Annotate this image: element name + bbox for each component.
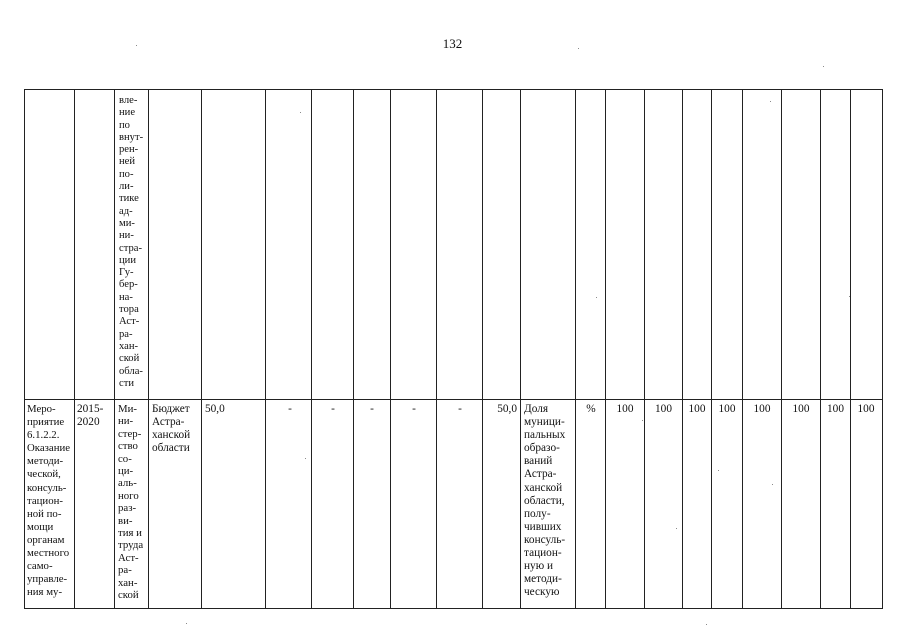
column-divider: [74, 90, 75, 608]
funding-source: Бюджет Астра- ханской области: [152, 403, 191, 455]
executor: Ми- ни- стер- ство со- ци- аль- ного раз- ви- тия и труда Аст- ра- хан- ской: [118, 403, 144, 602]
scan-speck: [642, 420, 643, 421]
scan-speck: [718, 470, 719, 471]
column-divider: [482, 90, 483, 608]
scan-speck: [823, 66, 824, 67]
column-divider: [711, 90, 712, 608]
funding-year-4: -: [412, 403, 416, 415]
column-divider: [781, 90, 782, 608]
funding-year-6: 50,0: [497, 403, 517, 415]
scan-speck: [770, 101, 771, 102]
responsible-executor-continued: вле- ние по внут- рен- ней по- ли- тике ад- ми- ни- стра- ции Гу- бер- на- тора Аст- ра- хан- ской обла- сти: [119, 95, 144, 389]
indicator-name: Доля муници- пальных образо- ваний Астра- ханской области, полу- чивших консуль- тацион- ную и методи- ческую: [524, 403, 566, 599]
column-divider: [201, 90, 202, 608]
scan-speck: [772, 484, 773, 485]
funding-total: 50,0: [205, 403, 225, 415]
indicator-value-5: 100: [753, 403, 771, 415]
indicator-value-3: 100: [688, 403, 706, 415]
measure-name: Меро- приятие 6.1.2.2. Оказание методи- ческой, консуль- тацион- ной по- мощи органам местного само- управле- ния му-: [27, 403, 71, 599]
scan-speck: [849, 296, 850, 297]
funding-year-3: -: [370, 403, 374, 415]
scan-speck: [706, 624, 707, 625]
funding-year-5: -: [458, 403, 462, 415]
indicator-value-4: 100: [718, 403, 736, 415]
column-divider: [644, 90, 645, 608]
column-divider: [605, 90, 606, 608]
column-divider: [682, 90, 683, 608]
program-measures-table: [24, 89, 883, 609]
column-divider: [353, 90, 354, 608]
indicator-unit: %: [586, 403, 596, 415]
scan-speck: [305, 458, 306, 459]
column-divider: [114, 90, 115, 608]
indicator-value-7: 100: [827, 403, 844, 415]
funding-year-1: -: [288, 403, 292, 415]
column-divider: [436, 90, 437, 608]
indicator-value-6: 100: [792, 403, 810, 415]
scan-speck: [186, 623, 187, 624]
scan-speck: [596, 297, 597, 298]
page-number: 132: [442, 36, 463, 51]
column-divider: [311, 90, 312, 608]
column-divider: [265, 90, 266, 608]
implementation-period: 2015- 2020: [77, 403, 104, 429]
funding-year-2: -: [331, 403, 335, 415]
indicator-value-2: 100: [655, 403, 672, 415]
indicator-value-1: 100: [616, 403, 634, 415]
row-divider: [25, 399, 882, 400]
column-divider: [520, 90, 521, 608]
column-divider: [850, 90, 851, 608]
indicator-value-8: 100: [857, 403, 875, 415]
scan-speck: [136, 45, 137, 46]
column-divider: [390, 90, 391, 608]
scan-speck: [578, 48, 579, 49]
column-divider: [742, 90, 743, 608]
scan-speck: [676, 528, 677, 529]
scan-speck: [300, 112, 301, 113]
column-divider: [820, 90, 821, 608]
